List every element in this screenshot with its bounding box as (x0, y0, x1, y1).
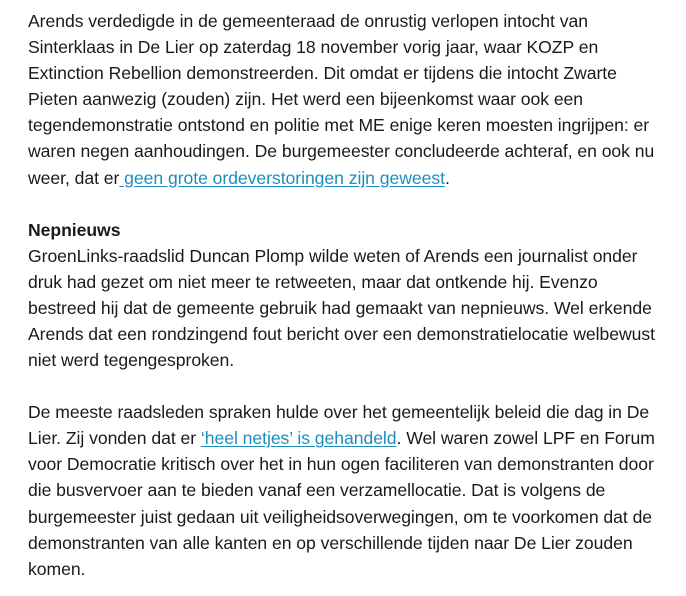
article-paragraph-2: GroenLinks-raadslid Duncan Plomp wilde weten of Arends een journalist onder druk had gezet om niet meer te retweeten, maar dat ontkende hij. Evenzo bestreed hij dat de gemeente gebruik had gemaakt van nepnieuws. Wel erkende Arends dat een rondzingend fout bericht over een demonstratielocatie welbewust niet werd tegengesproken. (28, 245, 655, 371)
section-heading-nepnieuws: Nepnieuws (28, 219, 121, 240)
link-heel-netjes-gehandeld[interactable]: ‘heel netjes’ is gehandeld (200, 428, 397, 449)
article-body (28, 8, 668, 582)
paragraph-1-text-end: . (444, 167, 450, 188)
article-paragraph-3 (28, 399, 668, 582)
article-paragraph-1 (28, 8, 668, 191)
paragraph-3-text-end: . Wel waren zowel LPF en Forum voor Democratie kritisch over het in hun ogen faciliteren van demonstranten door die busvervoer aan te bieden vanaf een verzamellocatie. Dat is volgens de burgemeester juist gedaan uit veiligheidsoverwegingen, om te voorkomen dat de demonstranten van alle kanten en op verschillende tijden naar De Lier zouden komen. (28, 428, 655, 579)
paragraph-3-text: De meeste raadsleden spraken hulde over het gemeentelijk beleid die dag in De Lier. Zij vonden dat er (28, 402, 650, 449)
paragraph-1-text: Arends verdedigde in de gemeenteraad de onrustig verlopen intocht van Sinterklaas in De Lier op zaterdag 18 november vorig jaar, waar KOZP en Extinction Rebellion demonstreerden. Dit omdat er tijdens die intocht Zwarte Pieten aanwezig (zouden) zijn. Het werd een bijeenkomst waar ook een tegendemonstratie ontstond en politie met ME enige keren moesten ingrijpen: er waren negen aanhoudingen. De burgemeester concludeerde achteraf, en ook nu weer, dat er (28, 11, 655, 188)
link-geen-grote-ordeverstoringen[interactable]: geen grote ordeverstoringen zijn geweest (119, 167, 445, 188)
